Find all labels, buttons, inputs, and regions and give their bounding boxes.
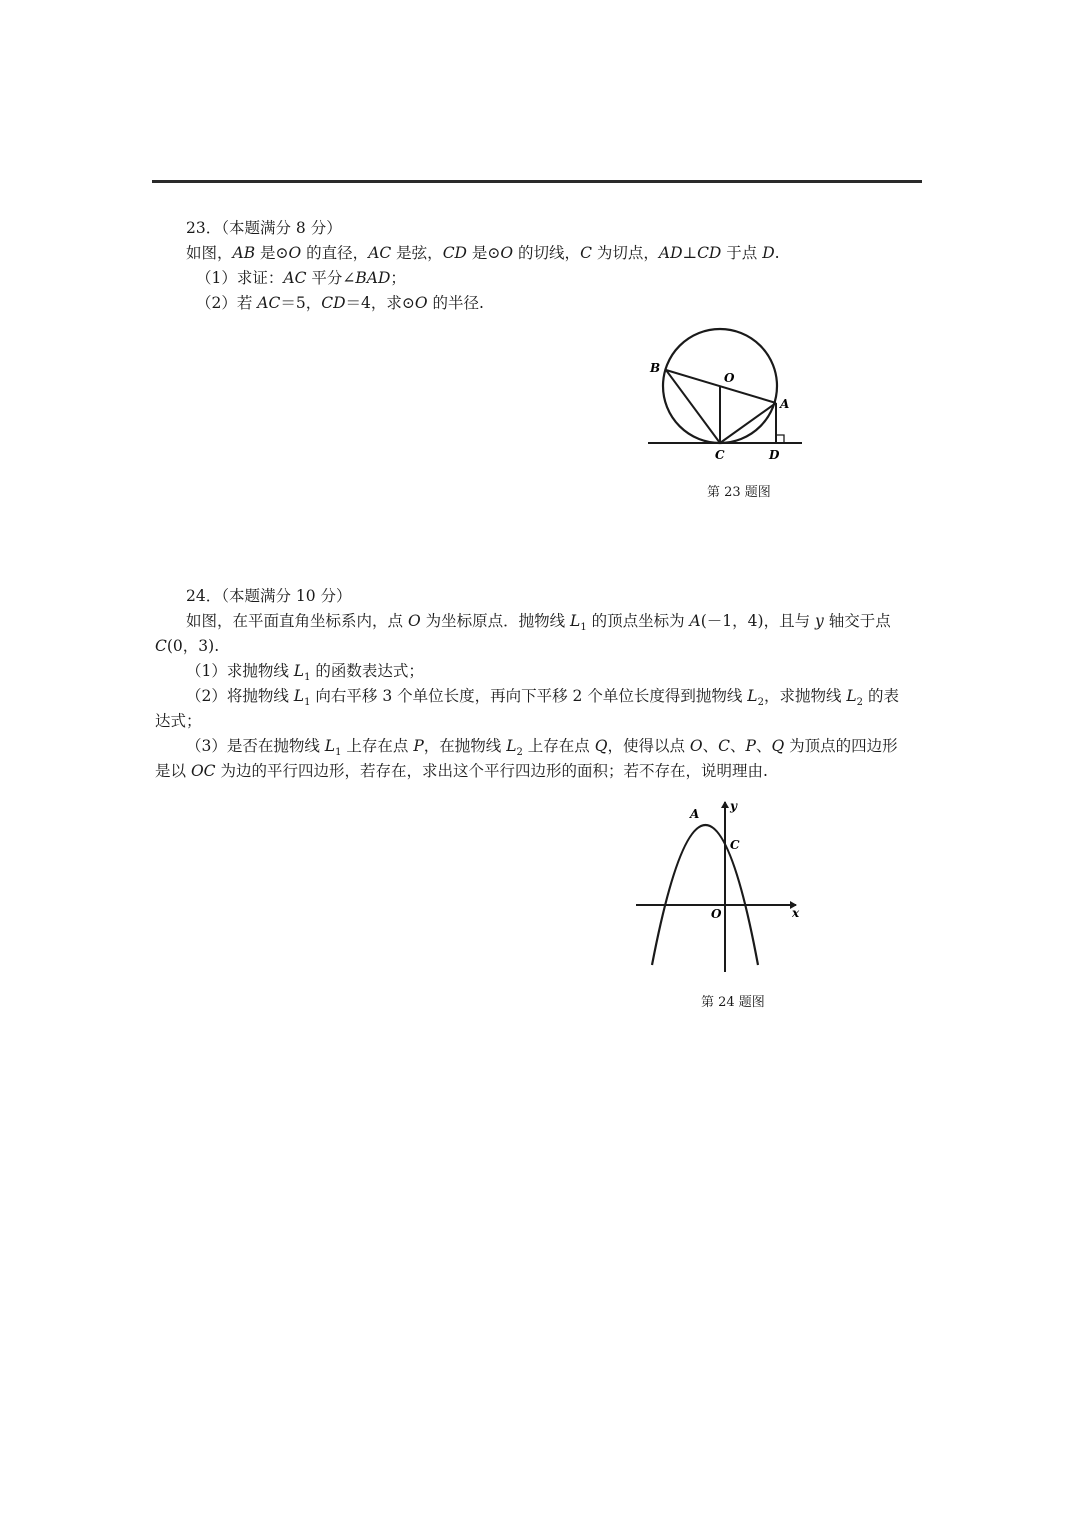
q24-header: 24．（本题满分 10 分） [186, 587, 352, 605]
label-a: A [690, 807, 700, 821]
label-c: C [715, 448, 725, 462]
q23-figure [640, 320, 810, 470]
label-o: O [711, 907, 722, 921]
q24-figure [630, 795, 810, 975]
q24-part3-line2: 是以 OC 为边的平行四边形，若存在，求出这个平行四边形的面积；若不存在，说明理由. [155, 762, 768, 780]
q24-part1: （1）求抛物线 $L_1$ 的函数表达式； [186, 662, 424, 684]
parabola-l1 [652, 825, 758, 965]
q24-stem-line1: 如图，在平面直角坐标系内，点 O 为坐标原点．抛物线 $L_1$ 的顶点坐标为 A(－1，4)，且与 y 轴交于点 [186, 612, 891, 634]
q23-part2: （2）若 AC＝5，CD＝4，求⊙O 的半径. [196, 294, 484, 312]
q24-part3-line1: （3）是否在抛物线 $L_1$ 上存在点 P，在抛物线 $L_2$ 上存在点 Q，使得以点 O、C、P、Q 为顶点的四边形 [186, 737, 898, 759]
label-a: A [780, 397, 790, 411]
label-c: C [730, 838, 740, 852]
label-y: y [730, 799, 737, 813]
chord-ac [720, 403, 776, 443]
q23-figure-caption: 第 23 题图 [707, 485, 771, 500]
q23-header: 23．（本题满分 8 分） [186, 219, 342, 237]
q24-part2-line1: （2）将抛物线 $L_1$ 向右平移 3 个单位长度，再向下平移 2 个单位长度得到抛物线 $L_2$，求抛物线 $L_2$ 的表 [186, 687, 899, 709]
q24-stem-line2: C(0，3). [155, 637, 220, 655]
label-d: D [769, 448, 780, 462]
q23-part1: （1）求证：AC 平分∠BAD； [196, 269, 406, 287]
label-x: x [792, 906, 800, 920]
label-o: O [724, 371, 735, 385]
q23-stem: 如图，AB 是⊙O 的直径，AC 是弦，CD 是⊙O 的切线，C 为切点，AD⊥CD 于点 D. [186, 244, 780, 262]
q24-figure-caption: 第 24 题图 [701, 995, 765, 1010]
chord-bc [666, 370, 720, 443]
q24-part2-line2: 达式； [155, 712, 202, 730]
top-rule [152, 180, 922, 183]
right-angle-mark [776, 435, 784, 443]
label-b: B [650, 361, 661, 375]
